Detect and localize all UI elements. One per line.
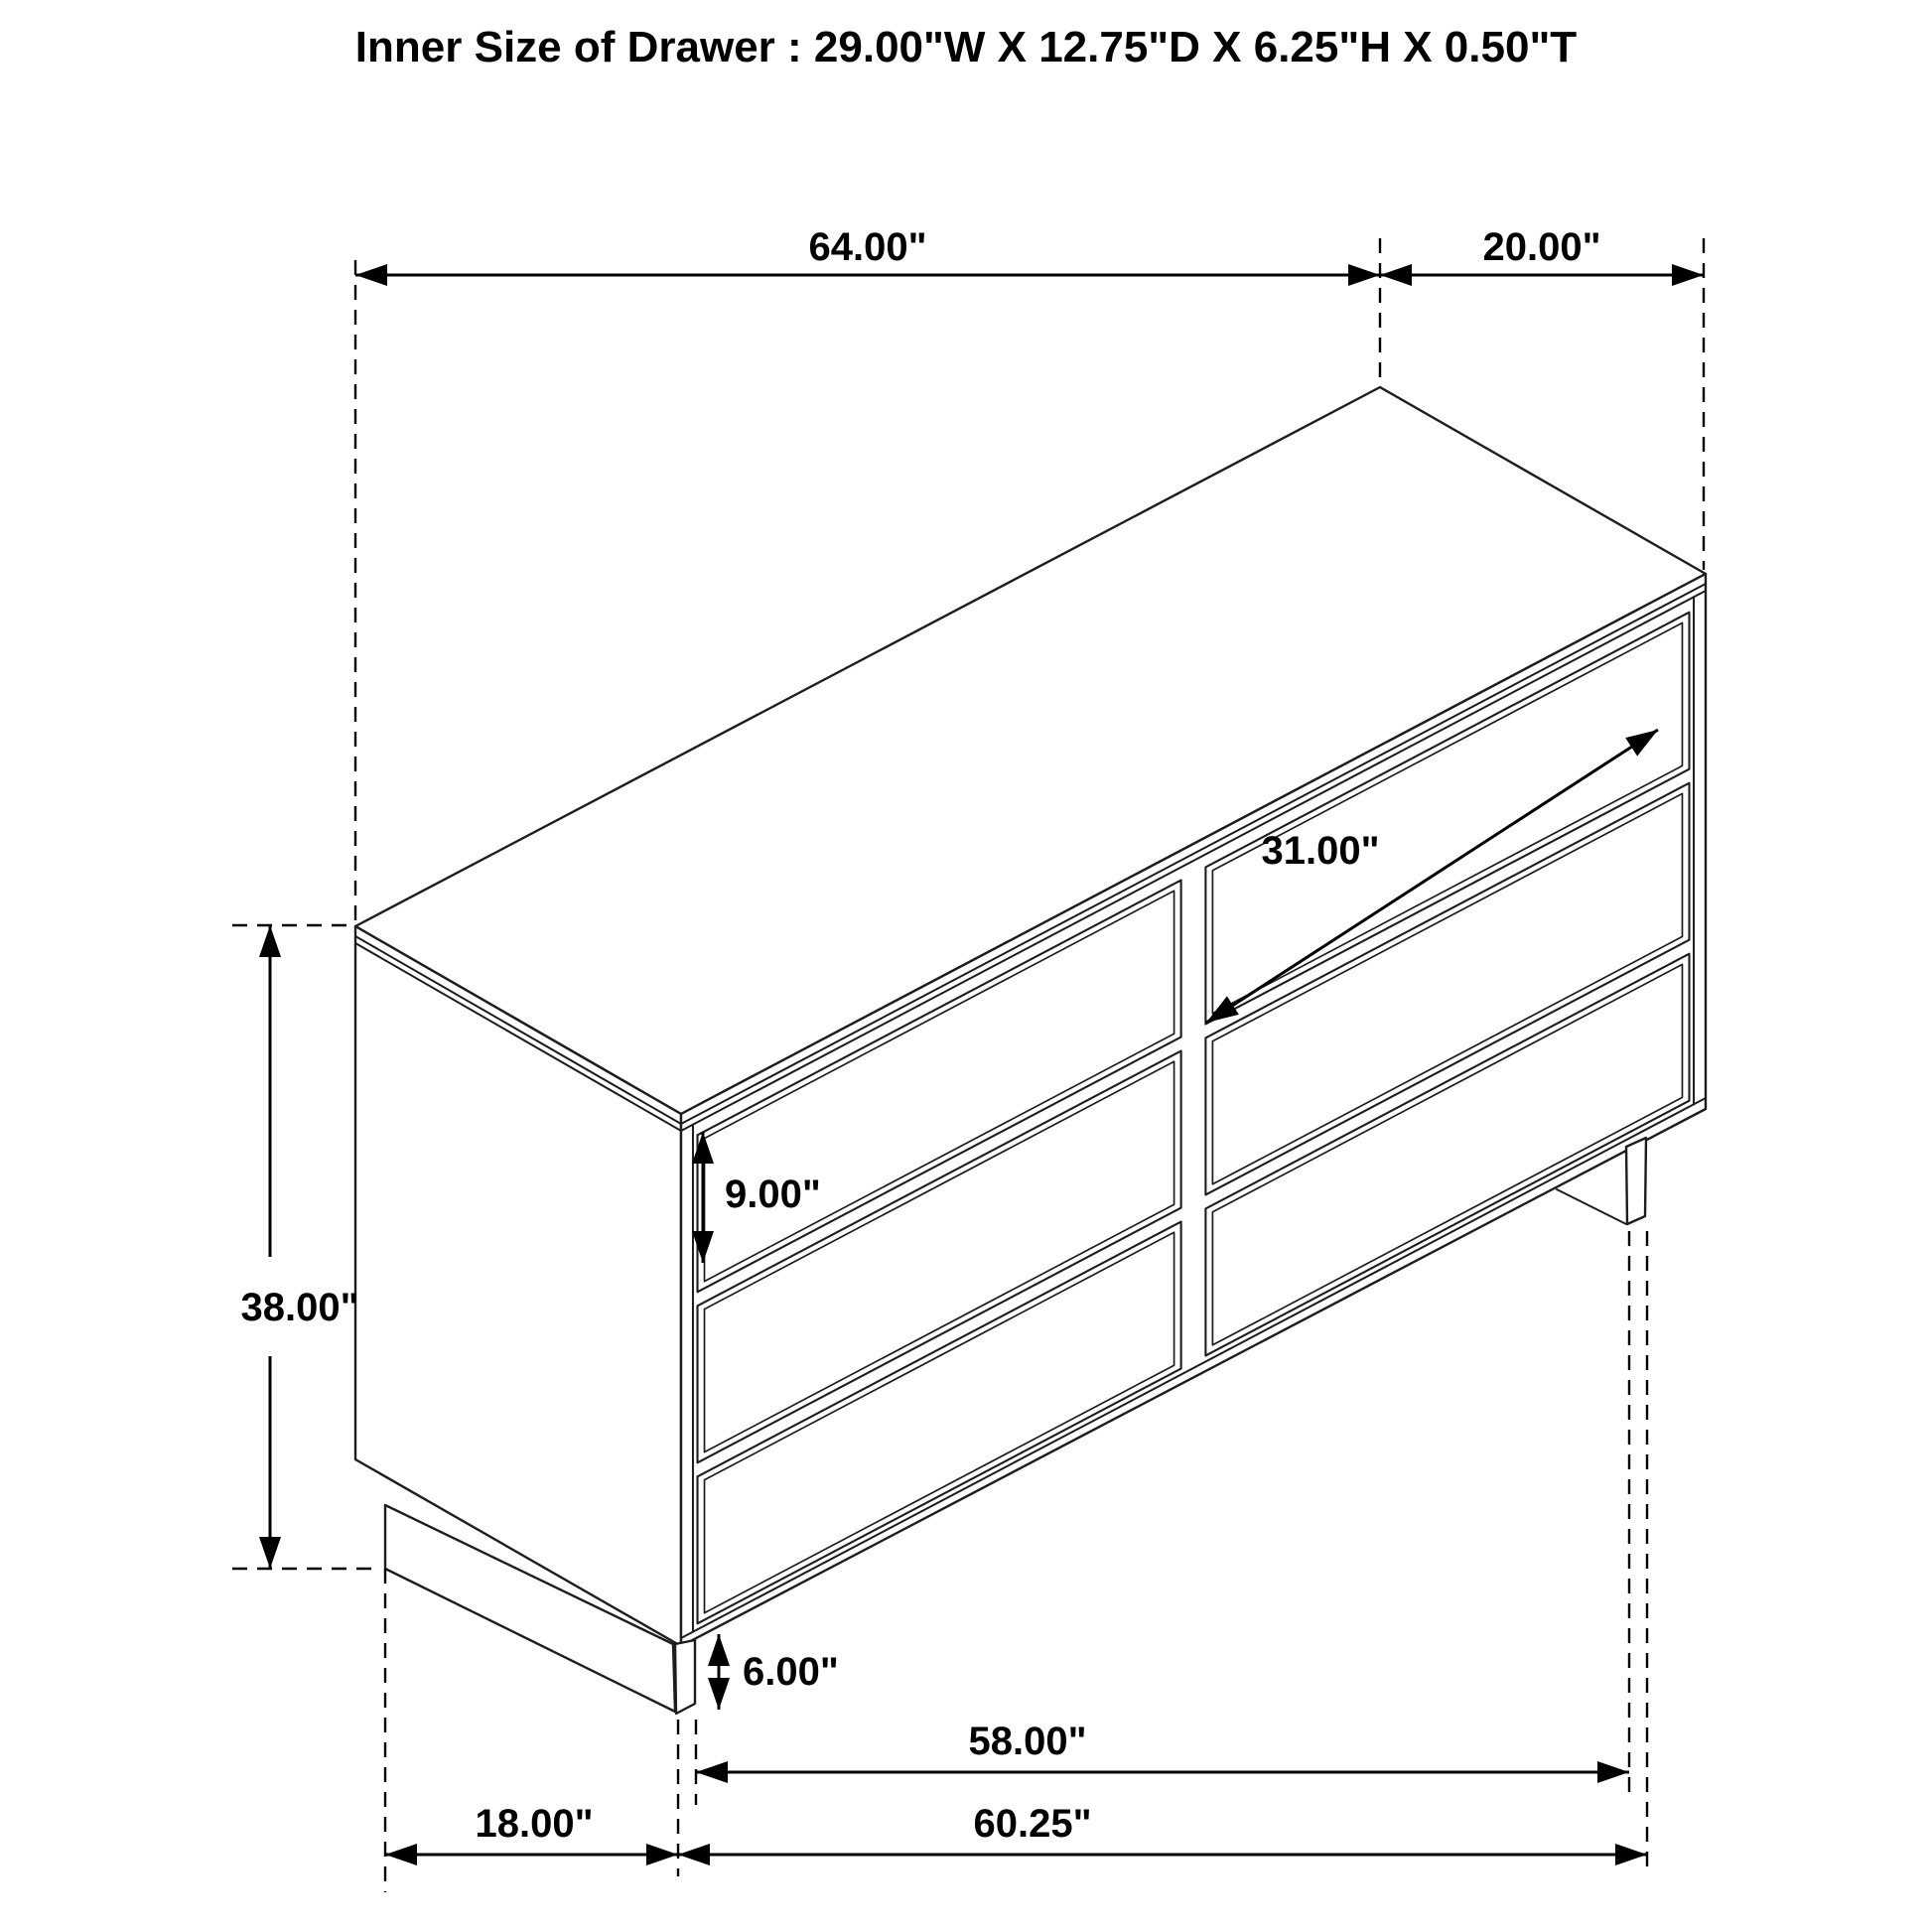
dim-label-width_total: 64.00" [808,225,927,269]
dim-label-depth: 20.00" [1482,225,1601,269]
dim-plinth-height [708,1634,839,1710]
dim-label-base_width: 60.25" [973,1802,1092,1846]
arrowhead-left-side_inset [385,1844,417,1865]
arrowhead-bottom-height_total [259,1537,281,1569]
dim-side-inset [385,1802,678,1865]
dim-label-plinth_height: 6.00" [743,1650,839,1694]
arrowhead-left-inner_span [696,1761,728,1783]
dim-label-inner_span: 58.00" [968,1720,1087,1763]
arrowhead-right-depth [1672,264,1704,286]
dim-label-side_inset: 18.00" [475,1802,594,1846]
dim-height-total [240,925,358,1569]
arrowhead-bottom-plinth_height [708,1678,730,1710]
plinth-right-bottom-edge [1557,1189,1626,1224]
arrowhead-left-base_width [678,1844,710,1865]
dim-label-drawer_diag: 31.00" [1261,829,1380,873]
arrowhead-top-plinth_height [708,1634,730,1666]
dim-label-height_total: 38.00" [240,1286,359,1329]
arrowhead-left-width_total [355,264,387,286]
dim-width-total [355,225,1380,286]
front-right-leg [1626,1138,1646,1224]
arrowhead-right-width_total [1348,264,1380,286]
dresser-drawing [355,387,1706,1714]
front-left-leg [675,1640,695,1714]
arrowhead-top-height_total [259,925,281,957]
diagram-title: Inner Size of Drawer : 29.00"W X 12.75"D X 6.25"H X 0.50"T [354,23,1578,71]
arrowhead-right-base_width [1615,1844,1647,1865]
dim-inner-span [696,1720,1629,1783]
arrowhead-right-side_inset [646,1844,678,1865]
dim-base-width [678,1802,1647,1865]
dim-depth [1380,225,1704,286]
arrowhead-right-inner_span [1597,1761,1629,1783]
arrowhead-left-depth [1380,264,1412,286]
dim-label-drawer_height: 9.00" [725,1173,821,1216]
